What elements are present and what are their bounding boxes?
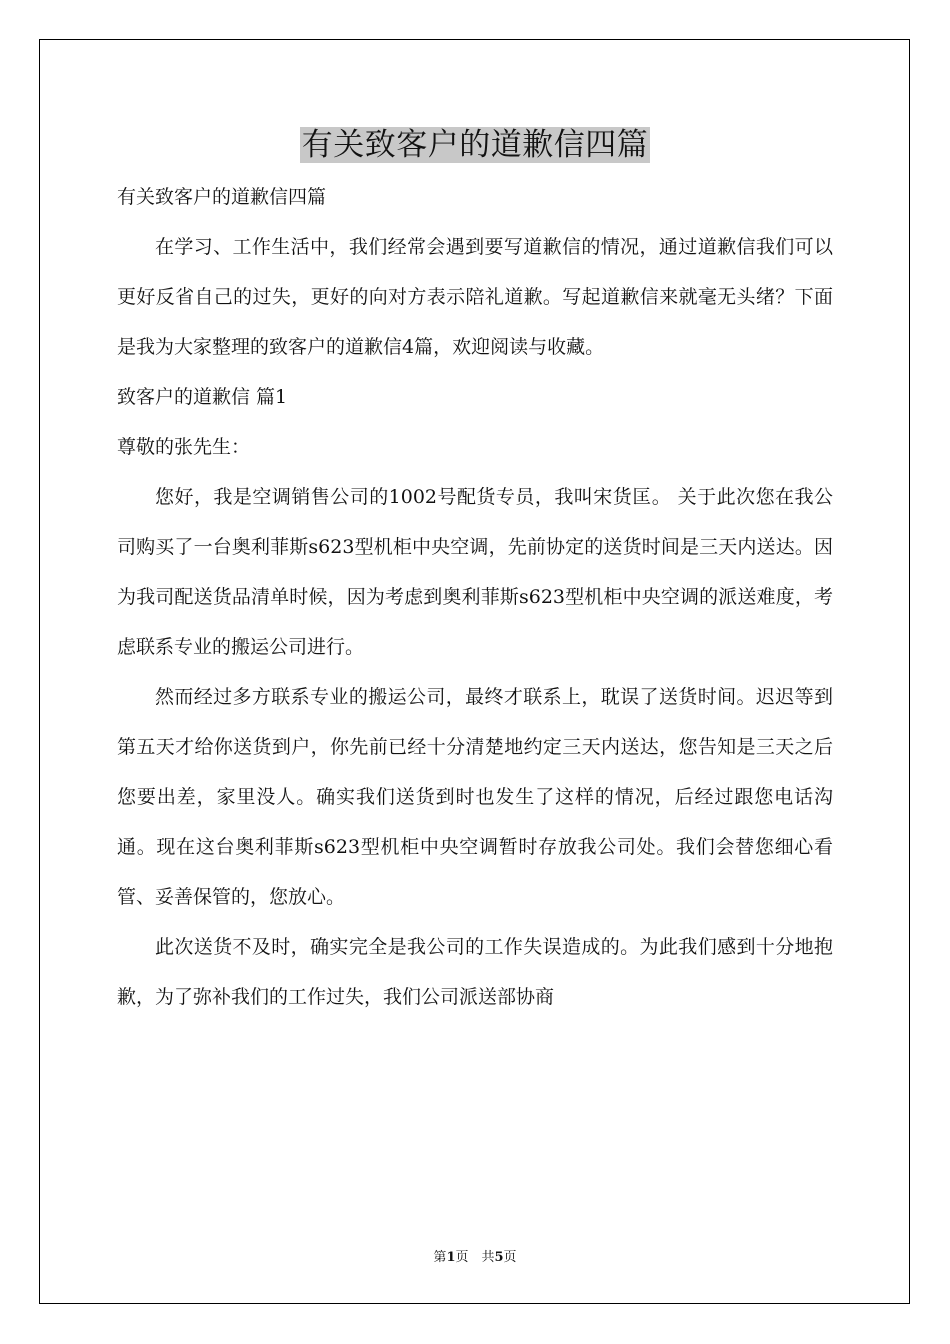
body-paragraph-2: 然而经过多方联系专业的搬运公司，最终才联系上，耽误了送货时间。迟迟等到第五天才给你送货到户，你先前已经十分清楚地约定三天内送达，您告知是三天之后您要出差，家里没人。确实我们送货到时也发生了这样的情况，后经过跟您电话沟通。现在这台奥利菲斯s623型机柜中央空调暂时存放我公司处。我们会替您细心看管、妥善保管的，您放心。 xyxy=(117,686,833,908)
footer-suffix: 页 xyxy=(503,1250,517,1265)
total-page-number: 5 xyxy=(494,1250,504,1265)
salutation: 尊敬的张先生： xyxy=(117,436,251,458)
document-body xyxy=(117,118,833,1022)
page-footer xyxy=(0,1246,950,1265)
footer-mid: 页 共 xyxy=(455,1250,495,1265)
section-heading: 致客户的道歉信 篇1 xyxy=(117,386,288,408)
body-paragraph-3: 此次送货不及时，确实完全是我公司的工作失误造成的。为此我们感到十分地抱歉，为了弥补我们的工作过失，我们公司派送部协商 xyxy=(117,936,833,1008)
footer-prefix: 第 xyxy=(433,1250,447,1265)
document-title: 有关致客户的道歉信四篇 xyxy=(301,127,649,163)
intro-paragraph: 在学习、工作生活中，我们经常会遇到要写道歉信的情况，通过道歉信我们可以更好反省自己的过失，更好的向对方表示陪礼道歉。写起道歉信来就毫无头绪？下面是我为大家整理的致客户的道歉信4篇，欢迎阅读与收藏。 xyxy=(117,236,833,358)
body-paragraph-1: 您好，我是空调销售公司的1002号配货专员，我叫宋货匡。 关于此次您在我公司购买了一台奥利菲斯s623型机柜中央空调，先前协定的送货时间是三天内送达。因为我司配送货品清单时候，因为考虑到奥利菲斯s623型机柜中央空调的派送难度，考虑联系专业的搬运公司进行。 xyxy=(117,486,833,658)
current-page-number: 1 xyxy=(446,1250,456,1265)
subtitle-line: 有关致客户的道歉信四篇 xyxy=(117,186,327,208)
